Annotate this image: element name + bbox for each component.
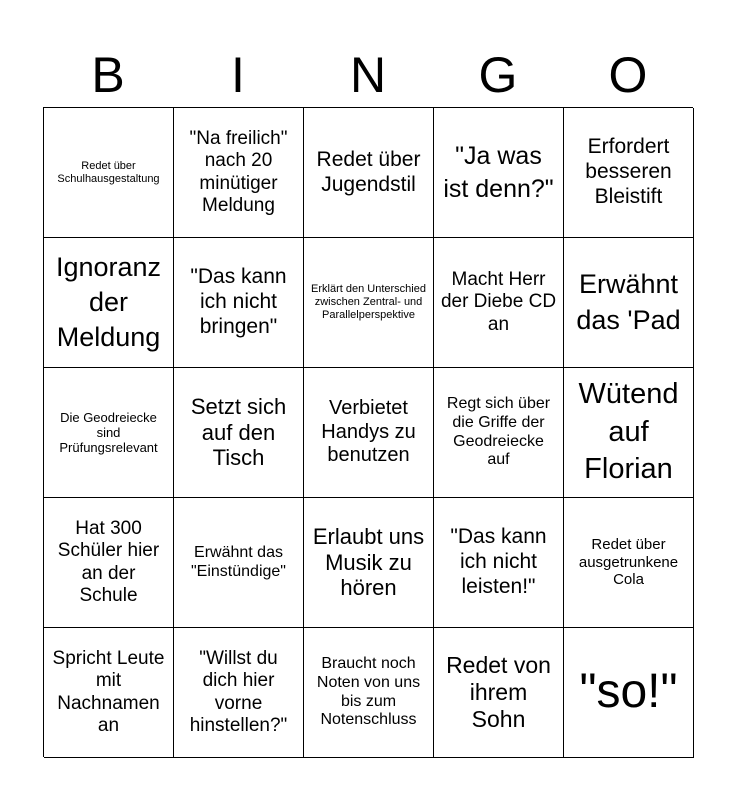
cell-text: Redet von ihrem Sohn: [446, 651, 551, 733]
bingo-cell-r4-c3[interactable]: [304, 498, 434, 628]
cell-text: Verbietet Handys zu benutzen: [321, 397, 416, 467]
header-letter-b: B: [91, 47, 125, 103]
bingo-cell-r3-c2[interactable]: [174, 368, 304, 498]
cell-text: Spricht Leute mit Nachnamen an: [52, 647, 165, 736]
header-letter-i: I: [231, 47, 245, 103]
cell-text: Wütend auf Florian: [578, 377, 679, 486]
bingo-cell-r4-c2[interactable]: [174, 498, 304, 628]
bingo-cell-r3-c5[interactable]: [564, 368, 694, 498]
bingo-cell-r3-c1[interactable]: [44, 368, 174, 498]
cell-text: Redet über Jugendstil: [316, 147, 421, 196]
bingo-cell-r5-c2[interactable]: [174, 628, 304, 758]
cell-text: Erwähnt das 'Pad: [576, 269, 681, 335]
cell-text: "Willst du dich hier vorne hinstellen?": [189, 647, 288, 736]
bingo-cell-r1-c3[interactable]: [304, 108, 434, 238]
cell-text: "so!": [579, 665, 678, 719]
cell-text: Erfordert besseren Bleistift: [585, 135, 672, 208]
bingo-board: [43, 107, 693, 757]
header-letter-o: O: [608, 47, 648, 103]
header-letter-g: G: [478, 47, 518, 103]
cell-text: Erlaubt uns Musik zu hören: [312, 523, 425, 601]
cell-text: Die Geodreiecke sind Prüfungsrelevant: [59, 409, 158, 456]
bingo-cell-r4-c4[interactable]: [434, 498, 564, 628]
bingo-cell-r5-c3[interactable]: [304, 628, 434, 758]
bingo-cell-r1-c5[interactable]: [564, 108, 694, 238]
bingo-cell-r5-c4[interactable]: [434, 628, 564, 758]
header-letter-n: N: [349, 47, 387, 103]
bingo-cell-r2-c4[interactable]: [434, 238, 564, 368]
cell-text: Regt sich über die Griffe der Geodreiecke auf: [446, 394, 551, 469]
cell-text: "Das kann ich nicht leisten!": [450, 525, 547, 598]
bingo-cell-r2-c5[interactable]: [564, 238, 694, 368]
cell-text: Erklärt den Unterschied zwischen Zentral- und Parallelperspektive: [311, 283, 426, 321]
bingo-header: [43, 44, 693, 106]
cell-text: Erwähnt das "Einstündige": [191, 543, 286, 580]
bingo-cell-r1-c1[interactable]: [44, 108, 174, 238]
bingo-cell-r3-c3[interactable]: [304, 368, 434, 498]
cell-text: "Ja was ist denn?": [443, 141, 554, 203]
bingo-cell-r2-c2[interactable]: [174, 238, 304, 368]
bingo-cell-r5-c1[interactable]: [44, 628, 174, 758]
cell-text: "Das kann ich nicht bringen": [190, 265, 287, 338]
bingo-cell-r4-c5[interactable]: [564, 498, 694, 628]
cell-text: Macht Herr der Diebe CD an: [440, 268, 557, 335]
bingo-cell-r2-c3[interactable]: [304, 238, 434, 368]
cell-text: Redet über Schulhausgestaltung: [57, 159, 160, 185]
bingo-cell-r1-c2[interactable]: [174, 108, 304, 238]
cell-text: Braucht noch Noten von uns bis zum Notenschluss: [316, 654, 421, 729]
cell-text: "Na freilich" nach 20 minütiger Meldung: [189, 127, 288, 216]
bingo-cell-r4-c1[interactable]: [44, 498, 174, 628]
bingo-cell-r2-c1[interactable]: [44, 238, 174, 368]
cell-text: Ignoranz der Meldung: [55, 251, 162, 353]
cell-text: Redet über ausgetrunkene Cola: [578, 535, 679, 589]
cell-text: Hat 300 Schüler hier an der Schule: [57, 517, 160, 606]
bingo-cell-r3-c4[interactable]: [434, 368, 564, 498]
bingo-cell-r5-c5[interactable]: [564, 628, 694, 758]
cell-text: Setzt sich auf den Tisch: [190, 393, 287, 471]
bingo-cell-r1-c4[interactable]: [434, 108, 564, 238]
